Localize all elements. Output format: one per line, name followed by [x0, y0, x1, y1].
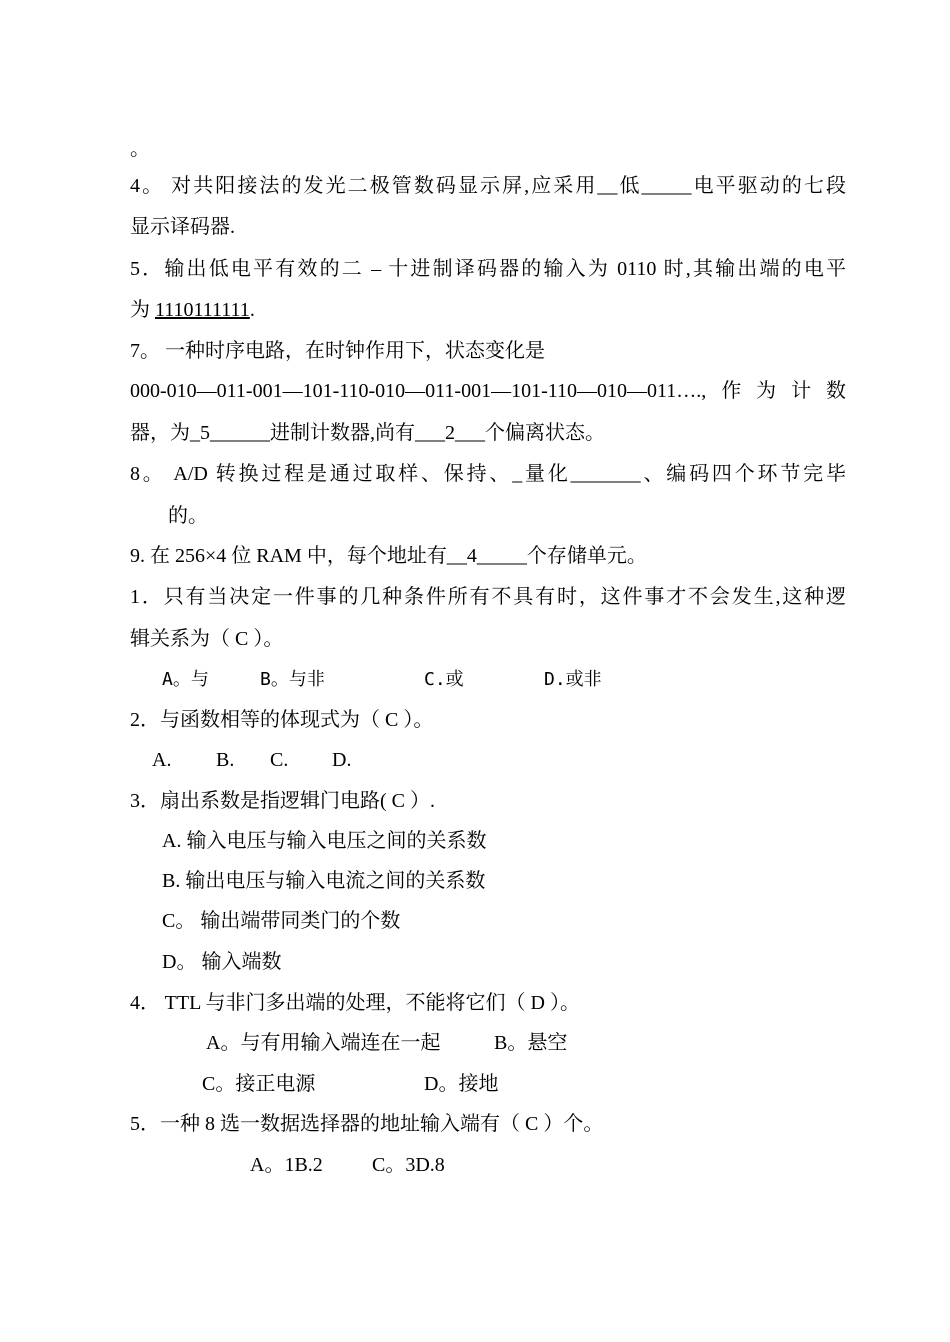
- option-d: D。 输入端数: [162, 951, 282, 973]
- text-line: 器，为_5______进制计数器,尚有___2___个偏离状态。: [130, 422, 605, 444]
- text-line: 1．只有当决定一件事的几种条件所有不具有时，这件事才不会发生,这种逻: [130, 586, 846, 608]
- text-line: 辑关系为（ C ）。: [130, 628, 284, 650]
- option-ab: A。1B.2: [250, 1154, 323, 1176]
- option-c: C。 输出端带同类门的个数: [162, 910, 401, 932]
- text-line: 5．输出低电平有效的二 – 十进制译码器的输入为 0110 时,其输出端的电平: [130, 258, 846, 280]
- option-c: C。接正电源: [202, 1073, 316, 1095]
- text-fragment: .: [249, 299, 255, 321]
- text-line: 。: [130, 138, 150, 160]
- text-line: 7。 一种时序电路，在时钟作用下，状态变化是: [130, 340, 545, 362]
- text-line: 4。 对共阳接法的发光二极管数码显示屏,应采用__低_____电平驱动的七段: [130, 175, 846, 197]
- option-b: B。与非: [260, 669, 325, 690]
- text-line: 的。: [168, 505, 208, 527]
- text-line: 8。 A/D 转换过程是通过取样、保持、_量化_______、编码四个环节完毕: [130, 463, 846, 485]
- text-fragment: 为: [130, 299, 155, 321]
- option-c: C.或: [424, 669, 464, 690]
- option-a: A。与有用输入端连在一起: [206, 1032, 441, 1054]
- text-line: 2．与函数相等的体现式为（ C ）。: [130, 709, 434, 731]
- option-d: D.: [332, 749, 352, 771]
- option-b: B. 输出电压与输入电流之间的关系数: [162, 870, 486, 892]
- option-c: C.: [270, 749, 289, 771]
- option-a: A。与: [162, 669, 209, 690]
- option-a: A.: [152, 749, 172, 771]
- text-line: 3．扇出系数是指逻辑门电路( C ）.: [130, 790, 435, 812]
- option-d: D。接地: [424, 1073, 499, 1095]
- underlined-answer: 1110111111: [155, 299, 250, 321]
- text-line: 000-010—011-001—101-110-010—011-001—101-110—010—011….,作为计数: [130, 380, 846, 402]
- option-b: B。悬空: [494, 1032, 568, 1054]
- text-line: 4． TTL 与非门多出端的处理，不能将它们（ D ）。: [130, 992, 580, 1014]
- text-line: 5．一种 8 选一数据选择器的地址输入端有（ C ）个。: [130, 1113, 604, 1135]
- option-a: A. 输入电压与输入电压之间的关系数: [162, 830, 487, 852]
- option-d: D.或非: [544, 669, 602, 690]
- option-cd: C。3D.8: [372, 1154, 445, 1176]
- text-line: 显示译码器.: [130, 216, 235, 238]
- text-line: 9. 在 256×4 位 RAM 中，每个地址有__4_____个存储单元。: [130, 545, 647, 567]
- text-line: [130, 296, 255, 324]
- option-b: B.: [216, 749, 235, 771]
